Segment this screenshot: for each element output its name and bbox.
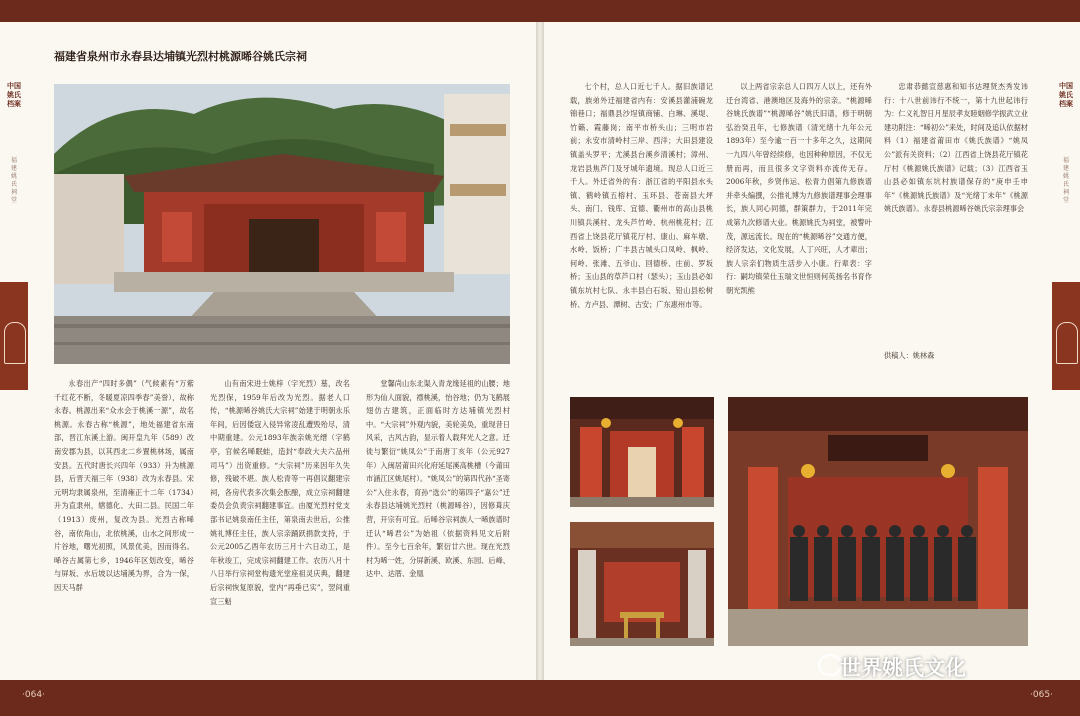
book-gutter (536, 22, 544, 680)
lotus-ornament-icon (4, 322, 26, 364)
hall-interior-photo-1 (570, 397, 714, 507)
ancestral-hall-exterior-photo (54, 84, 510, 364)
paragraph: 七个村，总人口近七千人。据旧族谱记载，族弟外迁福建省内有：安溪县灌浦碗龙锦巷口；福鼎县沙埕镇商铺、白琳、溪堤、竹籁、霞藤岗；南平市桥头山；三明市岩前；永安市清岭村三岸、西洋；大田县建设镇盖头罗平；尤溪县台溪乡清溪村；漳州、龙岩县焦芦门及牙城年遗境。现总人口近三千人。外迁省外的有：浙江省的平阳县水头镇、鹤岭镇五榕村、玉环县、苍南县大坪头、南门、钱库、宜德、衢州市的高山县桃川镇兵溪村、龙头芦竹岭、杭州桃花村；江西省上饶县花厅镇花厅村、康山、麻车墩、水岭、饭桥；广丰县古城头口凤岭、枫岭、何岭、张滩、五爷山、回德桥、庄前、罗坂桥；玉山县的草芦口村（瑟头）；玉山县必如镇东坑村七队、永丰县白石坂、铅山县松树桥、方卢县、潭树、古安；广东惠州市等。 (570, 82, 713, 309)
hall-interior-photo-2 (570, 522, 714, 646)
contributor-line: 供稿人：姚林森 (884, 351, 935, 360)
sidebar-title-right: 中国姚氏档案 (1059, 82, 1073, 108)
page-number-right: ·065· (1030, 690, 1053, 700)
hall-interior-illustration-2 (570, 522, 714, 646)
right-text-column-2 (726, 80, 872, 400)
bottom-border (0, 680, 1080, 716)
paragraph: 堂馨尚山东北渠入青龙缘延祖的山腰；地形为仙人面貌，襟桃溪，怡谷地；仍为飞鹤展翅仿古建筑，正面临时方达埔镇光烈村中。“大宗祠”外观内貌，美轮美奂，重现昔日风采，古风古韵，显示着人载拜光人之意。迁徙与繁衍“姚凤公”于南唐丁亥年（公元927年）入闽居莆田兴化府延尾溪高桃槽（今莆田市涵江区姚尾村）。“姚凤公”的第四代孙“圣寄公”入住永春，育孙“选公”的第四子“嘉公”迁永春县达埔姚光烈村（桃源晞谷），因修葺庆营，开宗有可宜。后晞谷宗祠族人一晞族谱时迁认“晞君公”为始祖（依据资料见文后附件）。至今七百余年，繁衍廿六世。现在光烈村为晞一姓，分屏新溪、欧溪、东园、后峰、达中、达厝、金凰 (366, 379, 510, 579)
page-number-left: ·064· (22, 690, 45, 700)
left-page (28, 22, 536, 680)
top-border (0, 0, 1080, 22)
sidebar-subtitle-right: 福建姚氏祠堂 (1062, 157, 1069, 204)
wechat-icon (818, 654, 842, 676)
paragraph: 忠肃恭懿宣慈惠和知书达理贤杰秀发讳行：十八世前讳行不统一，第十九世起讳行为：仁义礼智日月星辰孝友睦姻修学振武立业建功附注：“晞初公”来处，时间及追认依据材料（1）福建省莆田市《姚氏族谱》“姚凤公”派有关资料；（2）江西省上饶县花厅镇花厅村《桃源姚氏族谱》记载；（3）江西省玉山县必如镇东坑村族谱保存的“庚申壬申年”《桃源姚氏族谱》及“光绪丁未年”《桃源姚氏族谱》。永春县桃源晞谷姚氏宗亲理事会 (884, 82, 1028, 214)
paragraph: 以上两省宗亲总人口四万人以上，还有外迁台湾省、港澳地区及海外的宗亲。“桃源晞谷姚氏族谱”“桃源晞谷”姚氏旧谱，修于明朝弘治癸丑年，七修族谱（清光绪十九年公元1893年）至今逾一百一十多年之久，这期间一九四八年曾经续修，也因种种原因，不仅无册而再，而且很多文字资料亦流传无存。2006年秋，乡贤伟运、松青力倡第九修族谱并牵头编撰，公推礼博为九修族谱理事会理事长，族人同心同德，群策群力，于2011年完成第九次修谱大业。桃源姚氏为祠堂，被警叶茂，源远流长。现在的“桃源晞谷”交通方便，经济发达，文化发展，人丁兴旺，人才辈出；族人宗亲们物质生活步入小康。行辈表：字行：嗣均镇荣仕玉瑞文世恒则何英扬名书育作朝光凯熊 (726, 82, 872, 295)
watermark-text: 世界姚氏文化 (840, 656, 966, 680)
hall-interior-illustration-1 (570, 397, 714, 507)
left-text-column-2 (210, 377, 350, 677)
sidebar-title-left: 中国姚氏档案 (7, 82, 21, 108)
right-page (544, 22, 1052, 680)
left-edge-tab (0, 282, 28, 390)
clan-members-group-photo (728, 397, 1028, 646)
lotus-ornament-icon (1056, 322, 1078, 364)
right-text-column-1 (570, 80, 713, 400)
left-text-column-3 (366, 377, 510, 677)
group-photo-illustration (728, 397, 1028, 646)
right-text-column-3 (884, 80, 1028, 370)
article-title: 福建省泉州市永春县达埔镇光烈村桃源晞谷姚氏宗祠 (54, 50, 307, 63)
right-edge-tab (1052, 282, 1080, 390)
paragraph: 永春出产“四时多偶”（气候素有“万紫千红花不断，冬暖夏凉四季春”美誉），故称永春。桃源出来“众水会于桃溪一源”，故名桃源。永春古称“桃源”，地处福建省东南部，晋江东溪上游。闽开皇九年（589）改南安郡为县，以其西北二乡置桃林场，属南安县。五代时唐长兴四年（933）升为桃源县，后晋天福三年（938）改为永春县。宋元明均隶属泉州，至清雍正十二年（1734）升为直隶州，辖德化、大田二县。民国二年（1913）废州，复改为县。光烈古称晞谷，南依角山，北依桃溪，山水之间形成一片谷地，曙光初照，风景优美，因而得名。晞谷古属第七乡，1946年区划改变，晞谷与屏坂、水后坡以达埔溪为界，合为一保，因天马群 (54, 379, 194, 592)
ancestral-hall-exterior-illustration (54, 84, 510, 364)
left-text-column-1 (54, 377, 194, 677)
sidebar-subtitle-left: 福建姚氏祠堂 (10, 157, 17, 204)
paragraph: 山有南宋进士姚梓（字光烈）墓，改名光烈保，1959年后改为光烈。据老人口传，“桃源晞谷姚氏大宗祠”始建于明朝永乐年间，后因倭寇入侵异常凌乱遭毁殆尽，清中期重建。公元1893年族亲姚光缙（字鹤亭，官候名晞眠蛙，造封“奉政大夫六品州司马”）出资重修。“大宗祠”历来因年久失修，残破不堪。族人松青等一再倡议翻建宗祠，各房代表多次集会酝酿，成立宗祠翻建委员会负责宗祠翻建事宜。由厦光烈村党支部书记姚泉南任主任，第泉南去世后，公推姚礼博任主任，族人宗亲踊跃捐款支持，于公元2005乙酉年农历三月十六日动工，是年秋竣工，完成宗祠翻建工作。农历八月十八日举行宗祠堂构遗光堂座祖灵庆典，翻建后宗祠恢复原貌，堂内“再垂已实”，翌间重宣三魁 (210, 379, 350, 606)
